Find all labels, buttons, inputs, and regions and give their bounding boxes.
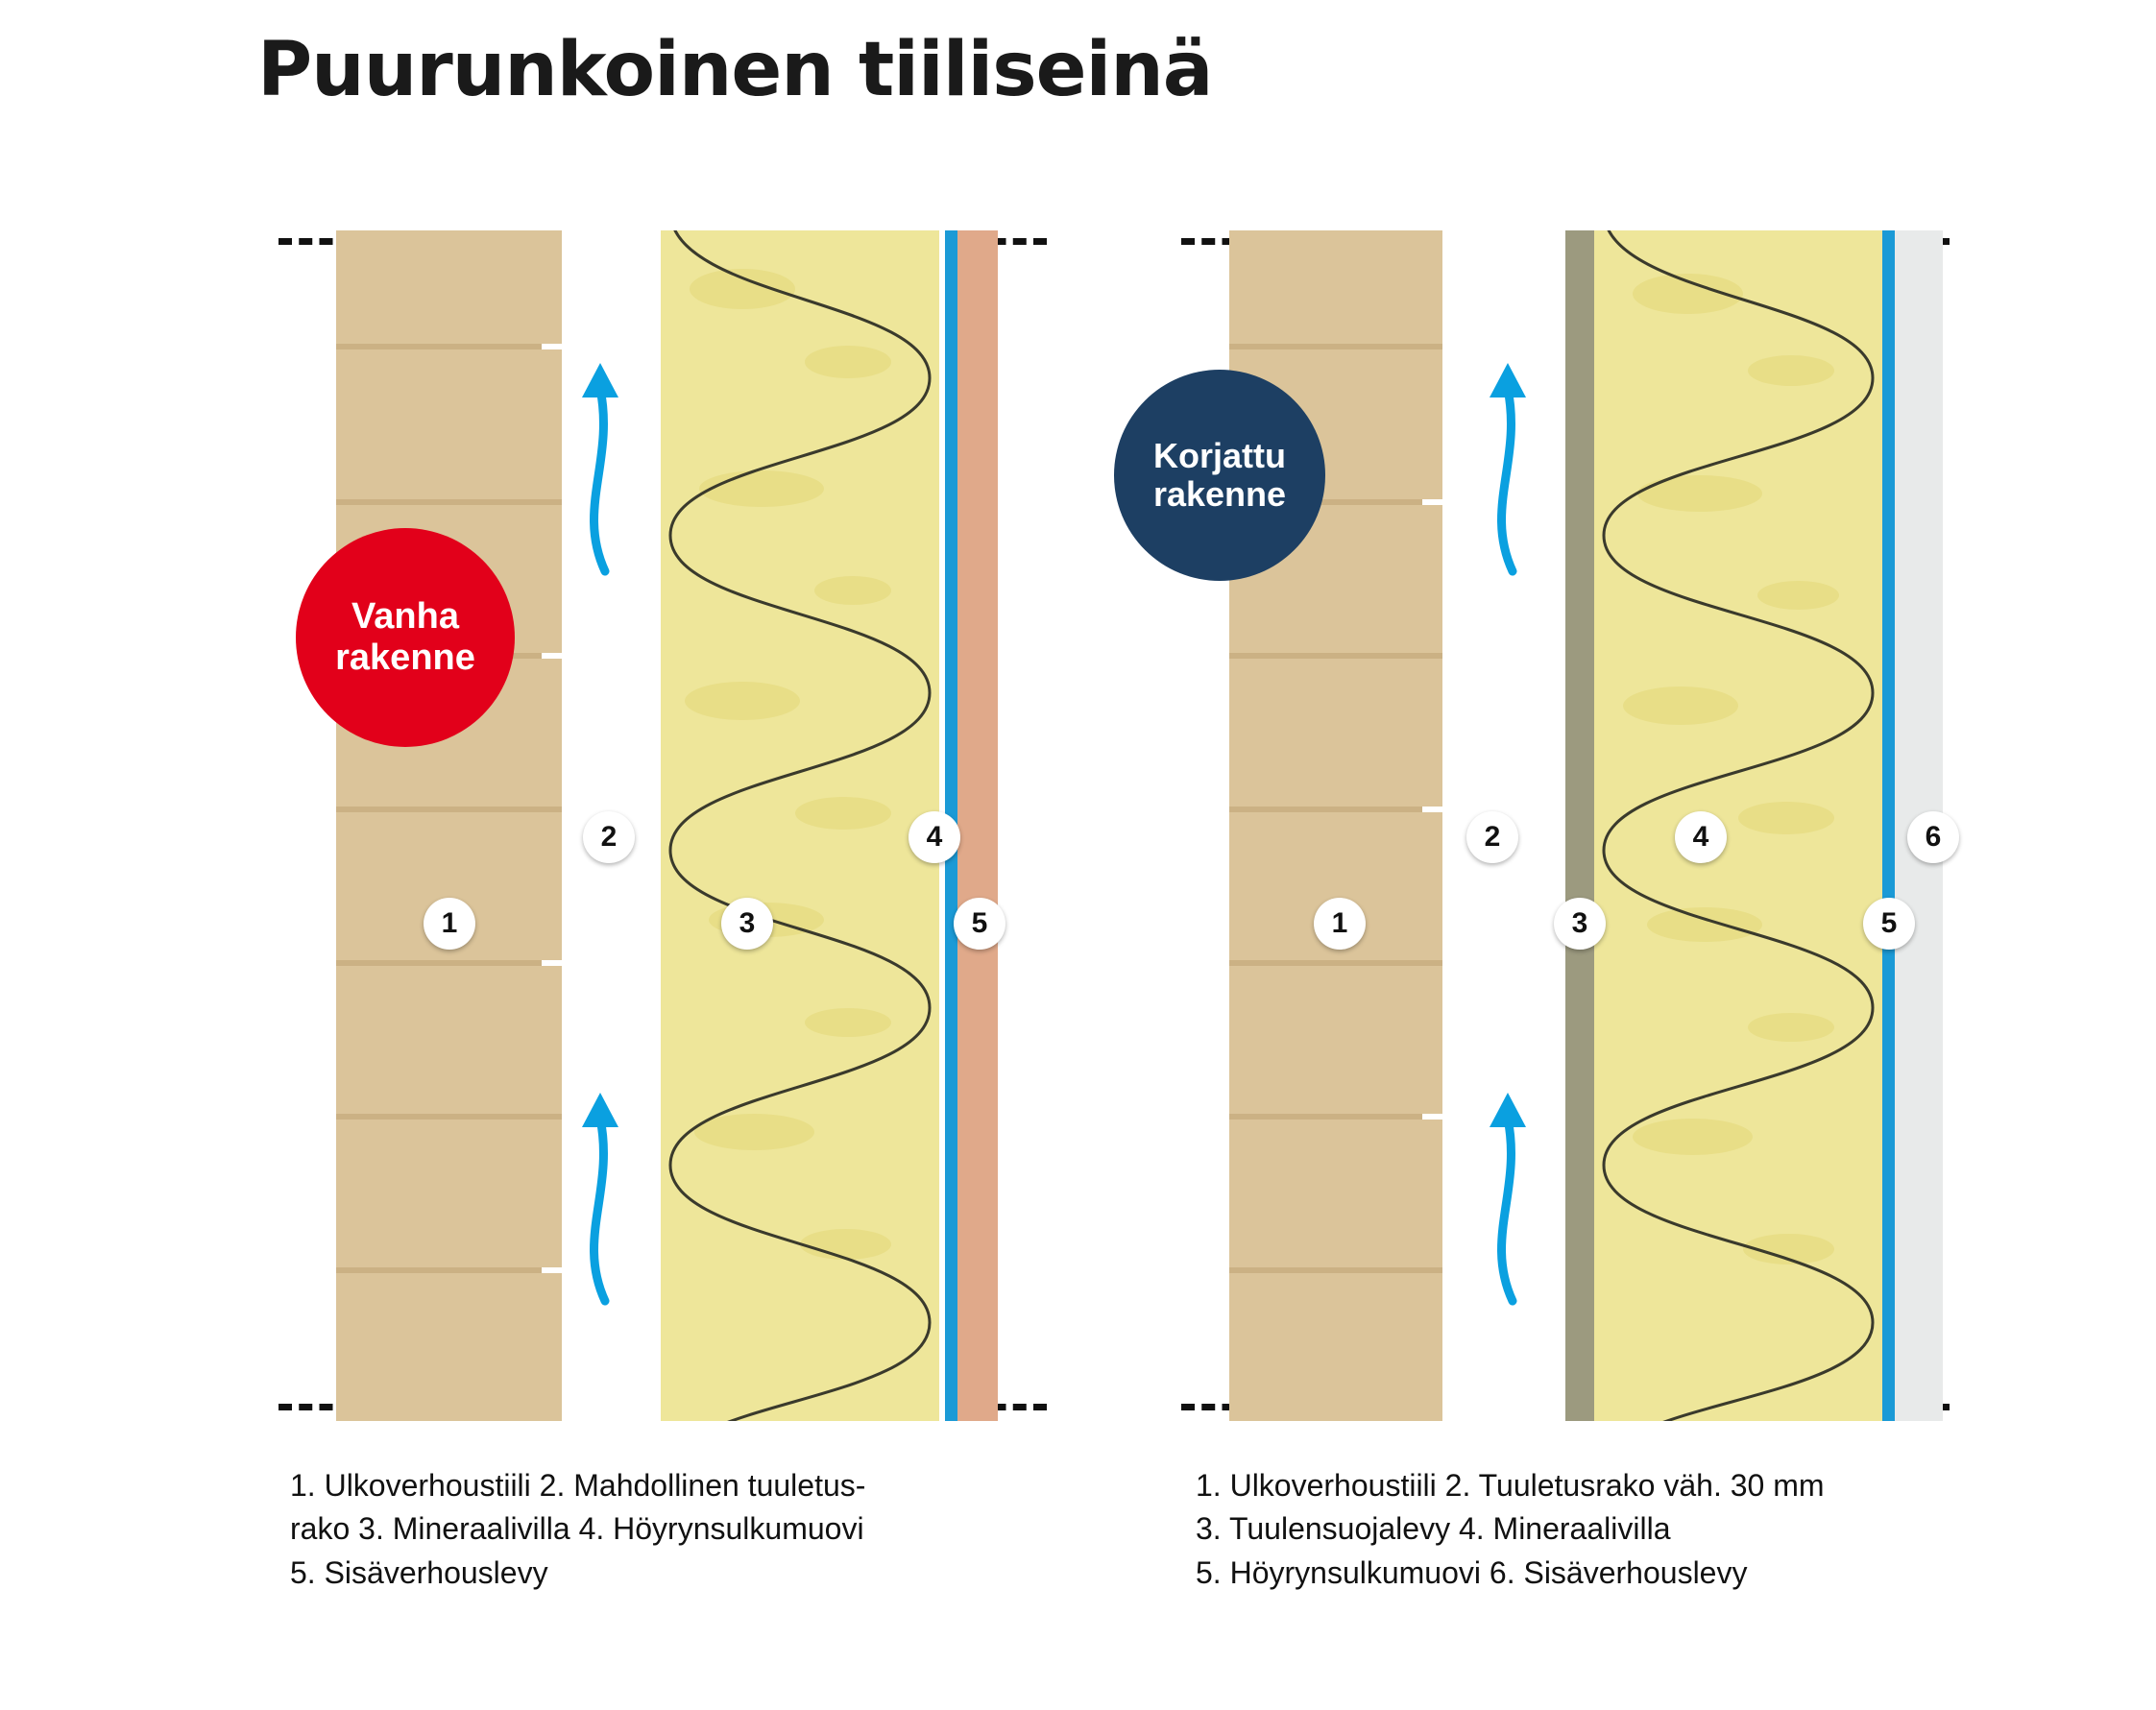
legend-new-line-1: 1. Ulkoverhoustiili 2. Tuuletusrako väh. 30 mm	[1196, 1468, 1825, 1503]
legend-new-line-2: 3. Tuulensuojalevy 4. Mineraalivilla	[1196, 1511, 1671, 1547]
layer-inner-board-old	[957, 230, 998, 1421]
badge-new-3: 3	[1554, 898, 1606, 950]
badge-old-2: 2	[583, 811, 635, 863]
callout-old-line2: rakenne	[335, 638, 475, 678]
callout-new-line2: rakenne	[1152, 474, 1287, 514]
badge-new-6: 6	[1907, 811, 1959, 863]
badge-old-1: 1	[424, 898, 475, 950]
badge-old-5: 5	[954, 898, 1005, 950]
layer-mineral-wool-old	[661, 230, 939, 1421]
legend-new-structure	[1196, 1464, 2060, 1595]
callout-new-structure	[1114, 370, 1325, 581]
badge-new-1: 1	[1314, 898, 1366, 950]
layer-mineral-wool-new	[1594, 230, 1882, 1421]
legend-old-line-1: 1. Ulkoverhoustiili 2. Mahdollinen tuuletus-	[290, 1468, 866, 1503]
badge-new-4: 4	[1675, 811, 1727, 863]
legend-old-structure	[290, 1464, 1058, 1595]
layer-vapour-barrier-new	[1882, 230, 1895, 1421]
badge-old-4: 4	[908, 811, 960, 863]
badge-new-2: 2	[1466, 811, 1518, 863]
callout-old-structure	[296, 528, 515, 747]
legend-old-line-2: rako 3. Mineraalivilla 4. Höyrynsulkumuovi	[290, 1511, 864, 1547]
callout-old-line1: Vanha	[351, 596, 459, 638]
badge-old-3: 3	[721, 898, 773, 950]
layer-brick-old	[336, 230, 562, 1421]
legend-old-line-3: 5. Sisäverhouslevy	[290, 1554, 548, 1590]
badge-new-5: 5	[1863, 898, 1915, 950]
callout-new-line1: Korjattu	[1153, 435, 1286, 475]
diagram-old-structure	[279, 230, 1047, 1421]
legend-new-line-3: 5. Höyrynsulkumuovi 6. Sisäverhouslevy	[1196, 1554, 1748, 1590]
layer-wind-barrier-board-new	[1565, 230, 1594, 1421]
page-title: Puurunkoinen tiiliseinä	[257, 27, 1213, 113]
